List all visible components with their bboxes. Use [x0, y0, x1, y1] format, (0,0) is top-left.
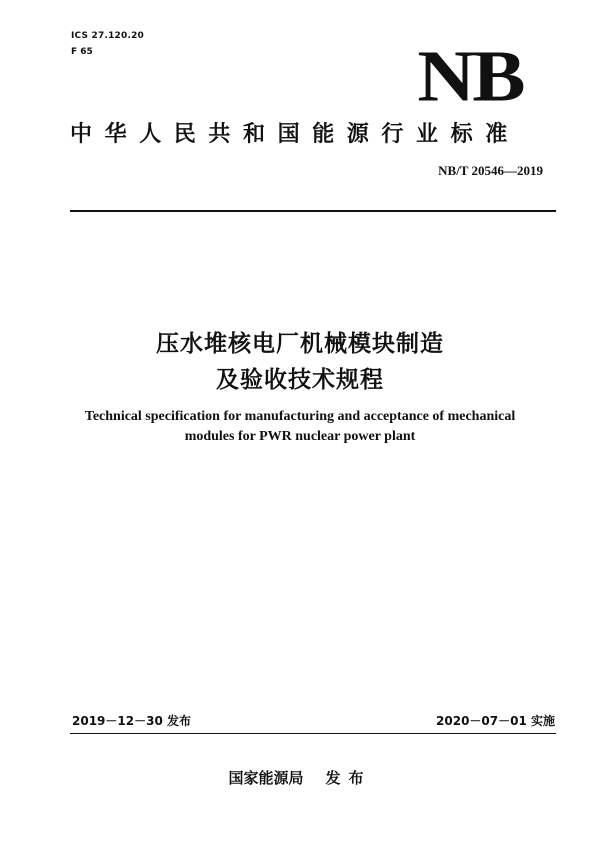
header-divider: [70, 210, 556, 212]
standard-category: 中华人民共和国能源行业标准: [70, 122, 520, 147]
ics-code: ICS 27.120.20: [71, 31, 145, 41]
issuer-name: 国家能源局: [228, 769, 304, 787]
issuer-verb: 发布: [325, 769, 372, 787]
footer-divider: [70, 733, 556, 734]
title-cn-line1: 压水堆核电厂机械模块制造: [156, 331, 444, 357]
title-en-line2: modules for PWR nuclear power plant: [184, 429, 416, 444]
implement-date: 2020－07－01 实施: [436, 714, 555, 728]
ccs-code: F 65: [71, 47, 93, 57]
title-cn-line2: 及验收技术规程: [216, 367, 384, 393]
issuer: [0, 767, 600, 788]
publish-date: 2019－12－30 发布: [72, 714, 191, 728]
title-en-line1: Technical specification for manufacturing and acceptance of mechanical: [84, 409, 516, 424]
nb-logo: NB: [417, 36, 523, 118]
standard-number: NB/T 20546—2019: [438, 163, 543, 178]
